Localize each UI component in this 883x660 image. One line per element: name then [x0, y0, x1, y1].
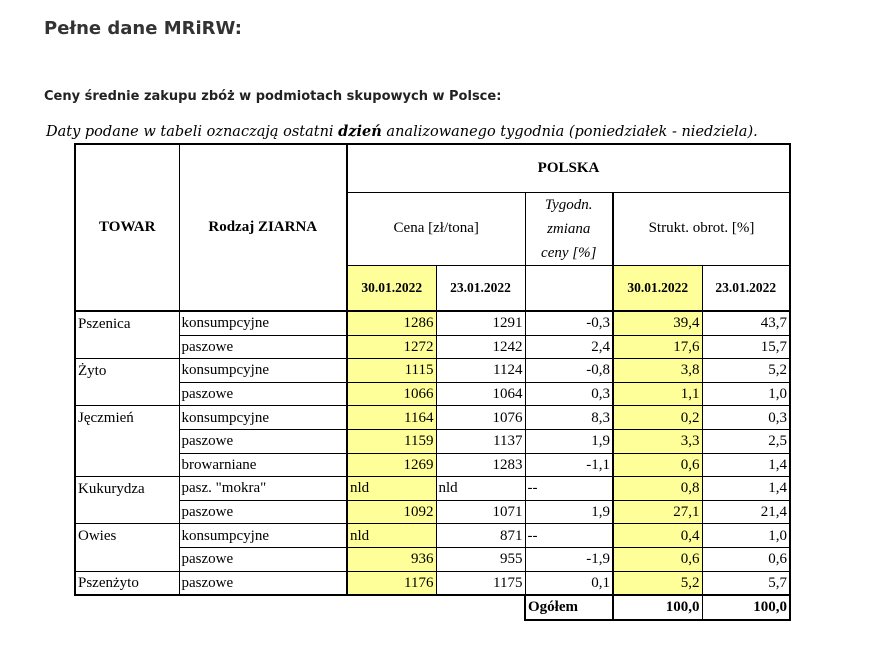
cell-cena-prev: nld: [436, 477, 525, 501]
header-towar: TOWAR: [75, 144, 179, 311]
header-rodzaj: Rodzaj ZIARNA: [179, 144, 347, 311]
header-strukt-date-cur: 30.01.2022: [613, 265, 702, 311]
cell-cena-cur: 1164: [347, 406, 436, 430]
table-row: [75, 524, 790, 548]
cell-cena-cur: 1092: [347, 500, 436, 524]
note-after: analizowanego tygodnia (poniedziałek - niedziela).: [381, 124, 758, 140]
cell-rodzaj: konsumpcyjne: [179, 406, 347, 430]
cell-str-cur: 0,8: [613, 477, 702, 501]
table-row: [75, 406, 790, 430]
table-row: [75, 382, 790, 406]
total-spacer: [436, 595, 525, 620]
cell-str-cur: 3,8: [613, 359, 702, 383]
cell-str-cur: 0,6: [613, 547, 702, 571]
table-row: [75, 429, 790, 453]
header-strukt-date-prev: 23.01.2022: [702, 265, 790, 311]
cell-zmiana: 1,9: [525, 500, 613, 524]
date-note: [46, 123, 758, 140]
cell-cena-cur: 1176: [347, 571, 436, 595]
cell-rodzaj: paszowe: [179, 382, 347, 406]
header-zmiana-line2: zmiana: [547, 220, 591, 237]
total-spacer: [75, 595, 179, 620]
cell-rodzaj: konsumpcyjne: [179, 359, 347, 383]
table-row: [75, 359, 790, 383]
cell-zmiana: --: [525, 477, 613, 501]
cell-rodzaj: paszowe: [179, 429, 347, 453]
table-row: [75, 453, 790, 477]
header-cena-date-prev: 23.01.2022: [436, 265, 525, 311]
cell-cena-cur: 1286: [347, 311, 436, 335]
cell-str-prev: 5,7: [702, 571, 790, 595]
cell-str-prev: 1,4: [702, 477, 790, 501]
cell-str-cur: 0,4: [613, 524, 702, 548]
cell-towar: [75, 453, 179, 477]
table-row: [75, 477, 790, 501]
header-polska: POLSKA: [347, 144, 790, 192]
table-row: [75, 311, 790, 335]
cell-zmiana: 0,3: [525, 382, 613, 406]
cell-str-prev: 1,0: [702, 524, 790, 548]
cell-rodzaj: paszowe: [179, 547, 347, 571]
cell-str-cur: 27,1: [613, 500, 702, 524]
cell-towar: [75, 382, 179, 406]
cell-str-prev: 21,4: [702, 500, 790, 524]
cell-zmiana: -0,3: [525, 311, 613, 335]
header-cena: Cena [zł/tona]: [347, 192, 525, 265]
cell-towar: [75, 500, 179, 524]
cell-str-cur: 17,6: [613, 335, 702, 359]
cell-str-prev: 15,7: [702, 335, 790, 359]
header-zmiana-line1: Tygodn.: [544, 196, 593, 213]
cell-zmiana: --: [525, 524, 613, 548]
table-row: [75, 335, 790, 359]
cell-towar: Owies: [75, 524, 179, 548]
cell-str-prev: 2,5: [702, 429, 790, 453]
cell-cena-prev: 1137: [436, 429, 525, 453]
cell-cena-cur: 1066: [347, 382, 436, 406]
cell-zmiana: 0,1: [525, 571, 613, 595]
cell-cena-prev: 1175: [436, 571, 525, 595]
cell-rodzaj: paszowe: [179, 500, 347, 524]
cell-zmiana: -1,9: [525, 547, 613, 571]
page-heading: Pełne dane MRiRW:: [44, 18, 242, 39]
cell-rodzaj: paszowe: [179, 571, 347, 595]
cell-cena-cur: nld: [347, 477, 436, 501]
header-cena-date-cur: 30.01.2022: [347, 265, 436, 311]
cell-cena-cur: nld: [347, 524, 436, 548]
cell-zmiana: 2,4: [525, 335, 613, 359]
cell-cena-prev: 1076: [436, 406, 525, 430]
cell-cena-cur: 1115: [347, 359, 436, 383]
cell-towar: Jęczmień: [75, 406, 179, 430]
cell-rodzaj: konsumpcyjne: [179, 311, 347, 335]
table-row: [75, 547, 790, 571]
cell-str-cur: 0,6: [613, 453, 702, 477]
cell-str-cur: 3,3: [613, 429, 702, 453]
cell-str-prev: 1,0: [702, 382, 790, 406]
cell-rodzaj: konsumpcyjne: [179, 524, 347, 548]
cell-str-cur: 5,2: [613, 571, 702, 595]
cell-zmiana: 1,9: [525, 429, 613, 453]
cell-cena-cur: 1159: [347, 429, 436, 453]
header-zmiana-line3: ceny [%]: [541, 244, 597, 261]
cell-cena-prev: 1283: [436, 453, 525, 477]
header-zmiana: [525, 192, 613, 265]
cell-str-prev: 1,4: [702, 453, 790, 477]
cell-towar: Żyto: [75, 359, 179, 383]
cell-towar: [75, 547, 179, 571]
total-str-prev: 100,0: [702, 595, 790, 620]
cell-cena-prev: 871: [436, 524, 525, 548]
table-row: [75, 571, 790, 595]
header-strukt: Strukt. obrot. [%]: [613, 192, 790, 265]
total-label: Ogółem: [525, 595, 613, 620]
cell-cena-prev: 1242: [436, 335, 525, 359]
table-row: [75, 500, 790, 524]
cell-str-prev: 0,3: [702, 406, 790, 430]
cell-cena-prev: 1064: [436, 382, 525, 406]
total-str-cur: 100,0: [613, 595, 702, 620]
cell-rodzaj: paszowe: [179, 335, 347, 359]
cell-cena-cur: 1272: [347, 335, 436, 359]
cell-cena-prev: 1071: [436, 500, 525, 524]
total-row: [75, 595, 790, 620]
table-subheading: Ceny średnie zakupu zbóż w podmiotach skupowych w Polsce:: [44, 89, 502, 104]
cell-zmiana: -1,1: [525, 453, 613, 477]
total-spacer: [179, 595, 347, 620]
cell-str-prev: 43,7: [702, 311, 790, 335]
grain-price-table: [74, 143, 791, 621]
note-before: Daty podane w tabeli oznaczają ostatni: [46, 124, 339, 140]
cell-zmiana: 8,3: [525, 406, 613, 430]
cell-cena-prev: 1291: [436, 311, 525, 335]
cell-rodzaj: browarniane: [179, 453, 347, 477]
cell-towar: [75, 429, 179, 453]
cell-cena-cur: 1269: [347, 453, 436, 477]
cell-towar: Pszenżyto: [75, 571, 179, 595]
cell-zmiana: -0,8: [525, 359, 613, 383]
cell-cena-cur: 936: [347, 547, 436, 571]
cell-str-cur: 1,1: [613, 382, 702, 406]
cell-towar: [75, 335, 179, 359]
cell-cena-prev: 955: [436, 547, 525, 571]
header-zmiana-empty: [525, 265, 613, 311]
cell-str-cur: 39,4: [613, 311, 702, 335]
table-body: [75, 311, 790, 620]
cell-cena-prev: 1124: [436, 359, 525, 383]
total-spacer: [347, 595, 436, 620]
cell-towar: Kukurydza: [75, 477, 179, 501]
note-bold: dzień: [338, 123, 382, 140]
cell-str-prev: 0,6: [702, 547, 790, 571]
cell-str-prev: 5,2: [702, 359, 790, 383]
cell-rodzaj: pasz. "mokra": [179, 477, 347, 501]
cell-str-cur: 0,2: [613, 406, 702, 430]
cell-towar: Pszenica: [75, 311, 179, 335]
